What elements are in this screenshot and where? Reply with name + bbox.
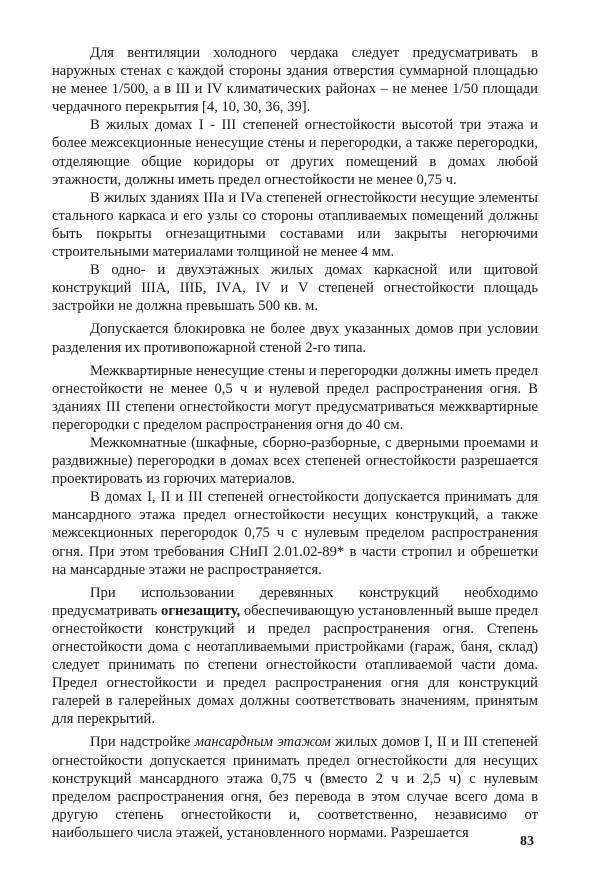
paragraph-10 xyxy=(52,733,538,842)
paragraph-6: Межквартирные ненесущие стены и перегородки должны иметь предел огнестойкости не менее 0,5 ч и нулевой предел распространения огня. В зданиях III степени огнестойкости могут предусматриваться межквартирные перегородки с пределом распространения огня до 40 см. xyxy=(52,362,538,433)
page-body xyxy=(52,44,538,842)
paragraph-1: Для вентиляции холодного чердака следует предусматривать в наружных стенах с каждой стороны здания отверстия суммарной площадью не менее 1/500, а в III и IV климатических районах – не менее 1/50 площади чердачного перекрытия [4, 10, 30, 36, 39]. xyxy=(52,45,538,116)
paragraph-9-start: При использовании деревянных конструкций необходимо предусматривать xyxy=(52,584,538,619)
paragraph-10-start: При надстройке xyxy=(90,734,195,751)
paragraph-10-end: жилых домов I, II и III степеней огнестойкости допускается принимать предел огнестойкости для несущих конструкций мансардного этажа 0,75 ч (вместо 2 ч и 2,5 ч) с нулевым пределом распространения огня, без перевода в этом случае всего дома в другую степень огнестойкости и, соответственно, независимо от наибольшего числа этажей, установленного нормами. Разрешается xyxy=(52,734,538,841)
paragraph-9 xyxy=(52,584,538,729)
paragraph-8: В домах I, II и III степеней огнестойкости допускается принимать для мансардного этажа предел огнестойкости несущих конструкций, а также межсекционных перегородок 0,75 ч с нулевым пределом распространения огня. При этом требования СНиП 2.01.02-89* в части стропил и обрешетки на мансардные этажи не распространяется. xyxy=(52,489,538,578)
page-number: 83 xyxy=(520,834,534,849)
paragraph-4: В одно- и двухэтажных жилых домах каркасной или щитовой конструкций IIIА, IIIБ, IVА, IV и V степеней огнестойкости площадь застройки не должна превышать 500 кв. м. xyxy=(52,262,538,315)
paragraph-5: Допускается блокировка не более двух указанных домов при условии разделения их противопожарной стеной 2-го типа. xyxy=(52,321,538,356)
paragraph-9-end: обеспечивающую установленный выше предел огнестойкости конструкций и предел распространения огня. Степень огнестойкости дома с неотапливаемыми пристройками (гараж, баня, склад) следует принимать по степени огнестойкости отапливаемой части дома. Предел огнестойкости и предел распространения огня для конструкций галерей в галерейных домах должны соответствовать значениям, принятым для перекрытий. xyxy=(52,602,538,728)
paragraph-7: Межкомнатные (шкафные, сборно-разборные, с дверными проемами и раздвижные) перегородки в домах всех степеней огнестойкости разрешается проектировать из горючих материалов. xyxy=(52,434,538,488)
paragraph-3: В жилых зданиях IIIа и IVа степеней огнестойкости несущие элементы стального каркаса и его узлы со стороны отапливаемых помещений должны быть покрыты огнезащитными составами или закрыты негорючими строительными материалами толщиной не менее 4 мм. xyxy=(52,189,538,261)
paragraph-2: В жилых домах I - III степеней огнестойкости высотой три этажа и более межсекционные ненесущие стены и перегородки, а также перегородки, отделяющие общие коридоры от других помещений в домах любой этажности, должны иметь предел огнестойкости не менее 0,75 ч. xyxy=(52,117,538,188)
fire-protection-term: огнезащиту, xyxy=(161,602,241,619)
attic-floor-term: мансардным этажом xyxy=(194,734,331,751)
